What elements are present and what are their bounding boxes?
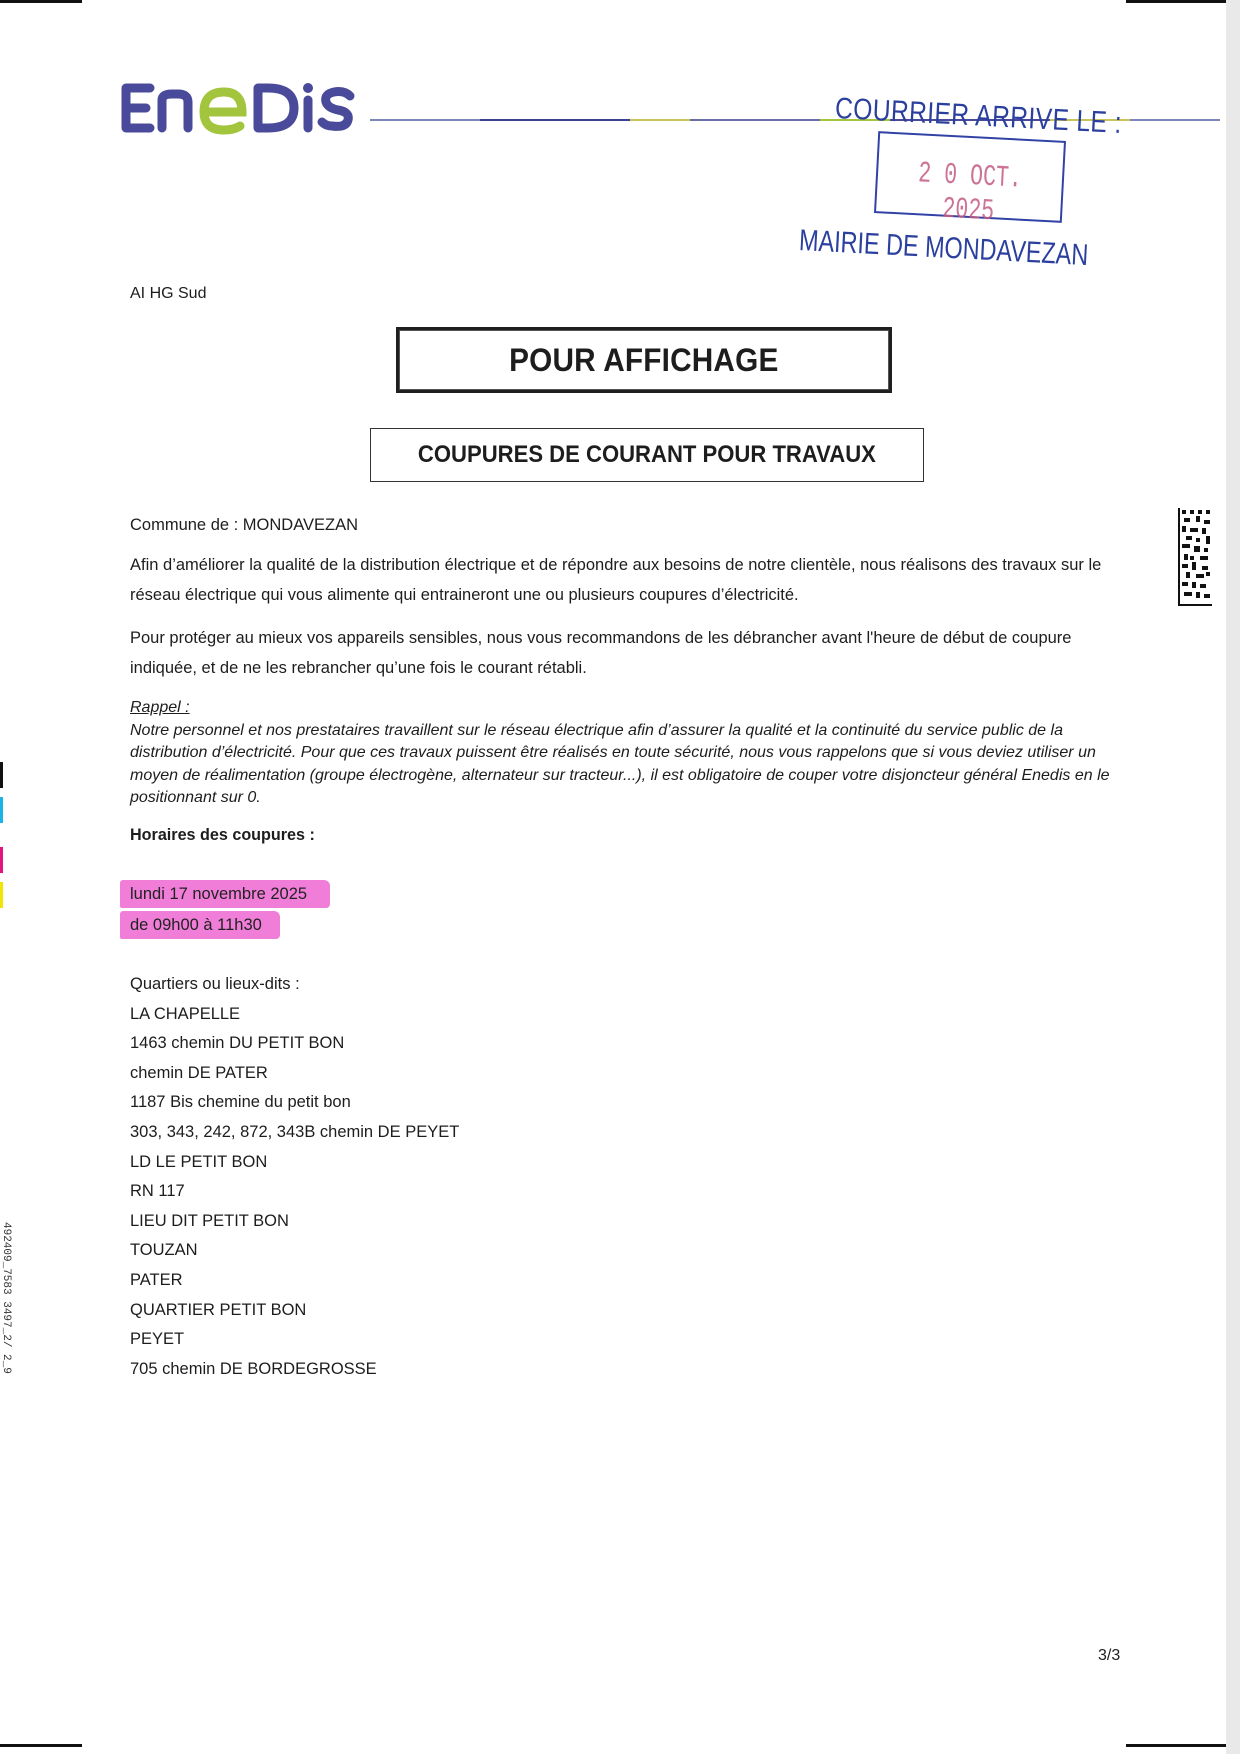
stamp-date: 2 0 OCT. 2025 <box>917 157 1023 230</box>
advice-paragraph: Pour protéger au mieux vos appareils sensibles, nous vous recommandons de les débrancher avant l'heure de début de coupure indiquée, et de ne les rebrancher qu’une fois le courant rétabli. <box>130 629 1072 677</box>
list-item: LIEU DIT PETIT BON <box>130 1211 289 1230</box>
stamp-date-box <box>874 131 1066 230</box>
list-item: LA CHAPELLE <box>130 1004 241 1023</box>
list-item: PATER <box>130 1270 183 1289</box>
schedule-date: lundi 17 novembre 2025 <box>120 880 330 908</box>
schedule-time: de 09h00 à 11h30 <box>120 911 280 939</box>
list-item: 705 chemin DE BORDEGROSSE <box>130 1359 377 1378</box>
list-item: PEYET <box>130 1330 185 1349</box>
list-item: 1463 chemin DU PETIT BON <box>130 1034 345 1053</box>
stamp-mairie: MAIRIE DE MONDAVEZAN <box>798 224 1090 273</box>
reminder-text: Notre personnel et nos prestataires travaillent sur le réseau électrique afin d’assurer la qualité et la continuité du service public de la distribution d’électricité. Pour que ces travaux puissent être réalisés en toute sécurité, nous vous rappelons que si vous deviez utiliser un moyen de réalimentation (groupe électrogène, alternateur sur tracteur...), il est obligatoire de couper votre disjoncteur général Enedis en le positionnant sur 0. <box>130 721 1110 806</box>
print-mark-cyan <box>0 797 3 823</box>
places-list <box>130 970 459 1384</box>
reminder-block <box>130 697 1120 810</box>
list-item: QUARTIER PETIT BON <box>130 1300 307 1319</box>
scan-edge <box>1226 0 1240 1754</box>
print-mark-magenta <box>0 847 3 873</box>
print-mark-yellow <box>0 882 3 908</box>
reminder-label: Rappel : <box>130 699 190 716</box>
commune-line: Commune de : MONDAVEZAN <box>130 516 359 534</box>
list-item: chemin DE PATER <box>130 1063 268 1082</box>
print-mark-black <box>0 762 3 788</box>
places-heading: Quartiers ou lieux-dits : <box>130 975 300 993</box>
list-item: TOUZAN <box>130 1241 198 1260</box>
list-item: RN 117 <box>130 1182 185 1201</box>
reception-stamp <box>800 86 1130 296</box>
schedule-heading: Horaires des coupures : <box>130 825 315 844</box>
list-item: 303, 343, 242, 872, 343B chemin DE PEYET <box>130 1122 460 1141</box>
page-title: POUR AFFICHAGE <box>509 341 779 378</box>
side-print-code: 492409_7583 3497_2/ 2_9 <box>0 1222 12 1374</box>
page-number: 3/3 <box>1098 1647 1121 1664</box>
intro-paragraph: Afin d’améliorer la qualité de la distribution électrique et de répondre aux besoins de notre clientèle, nous réalisons des travaux sur le réseau électrique qui vous alimente qui entraineront une ou plusieurs coupures d’électricité. <box>130 556 1102 604</box>
stamp-received-label: COURRIER ARRIVE LE : <box>834 92 1123 140</box>
datamatrix-code-icon <box>1178 508 1212 606</box>
title-box <box>396 327 892 393</box>
sender-reference: AI HG Sud <box>130 285 207 302</box>
list-item: 1187 Bis chemine du petit bon <box>130 1093 351 1112</box>
list-item: LD LE PETIT BON <box>130 1152 268 1171</box>
page-subtitle: COUPURES DE COURANT POUR TRAVAUX <box>418 441 876 468</box>
subtitle-box <box>370 428 924 482</box>
enedis-logo <box>118 74 358 136</box>
